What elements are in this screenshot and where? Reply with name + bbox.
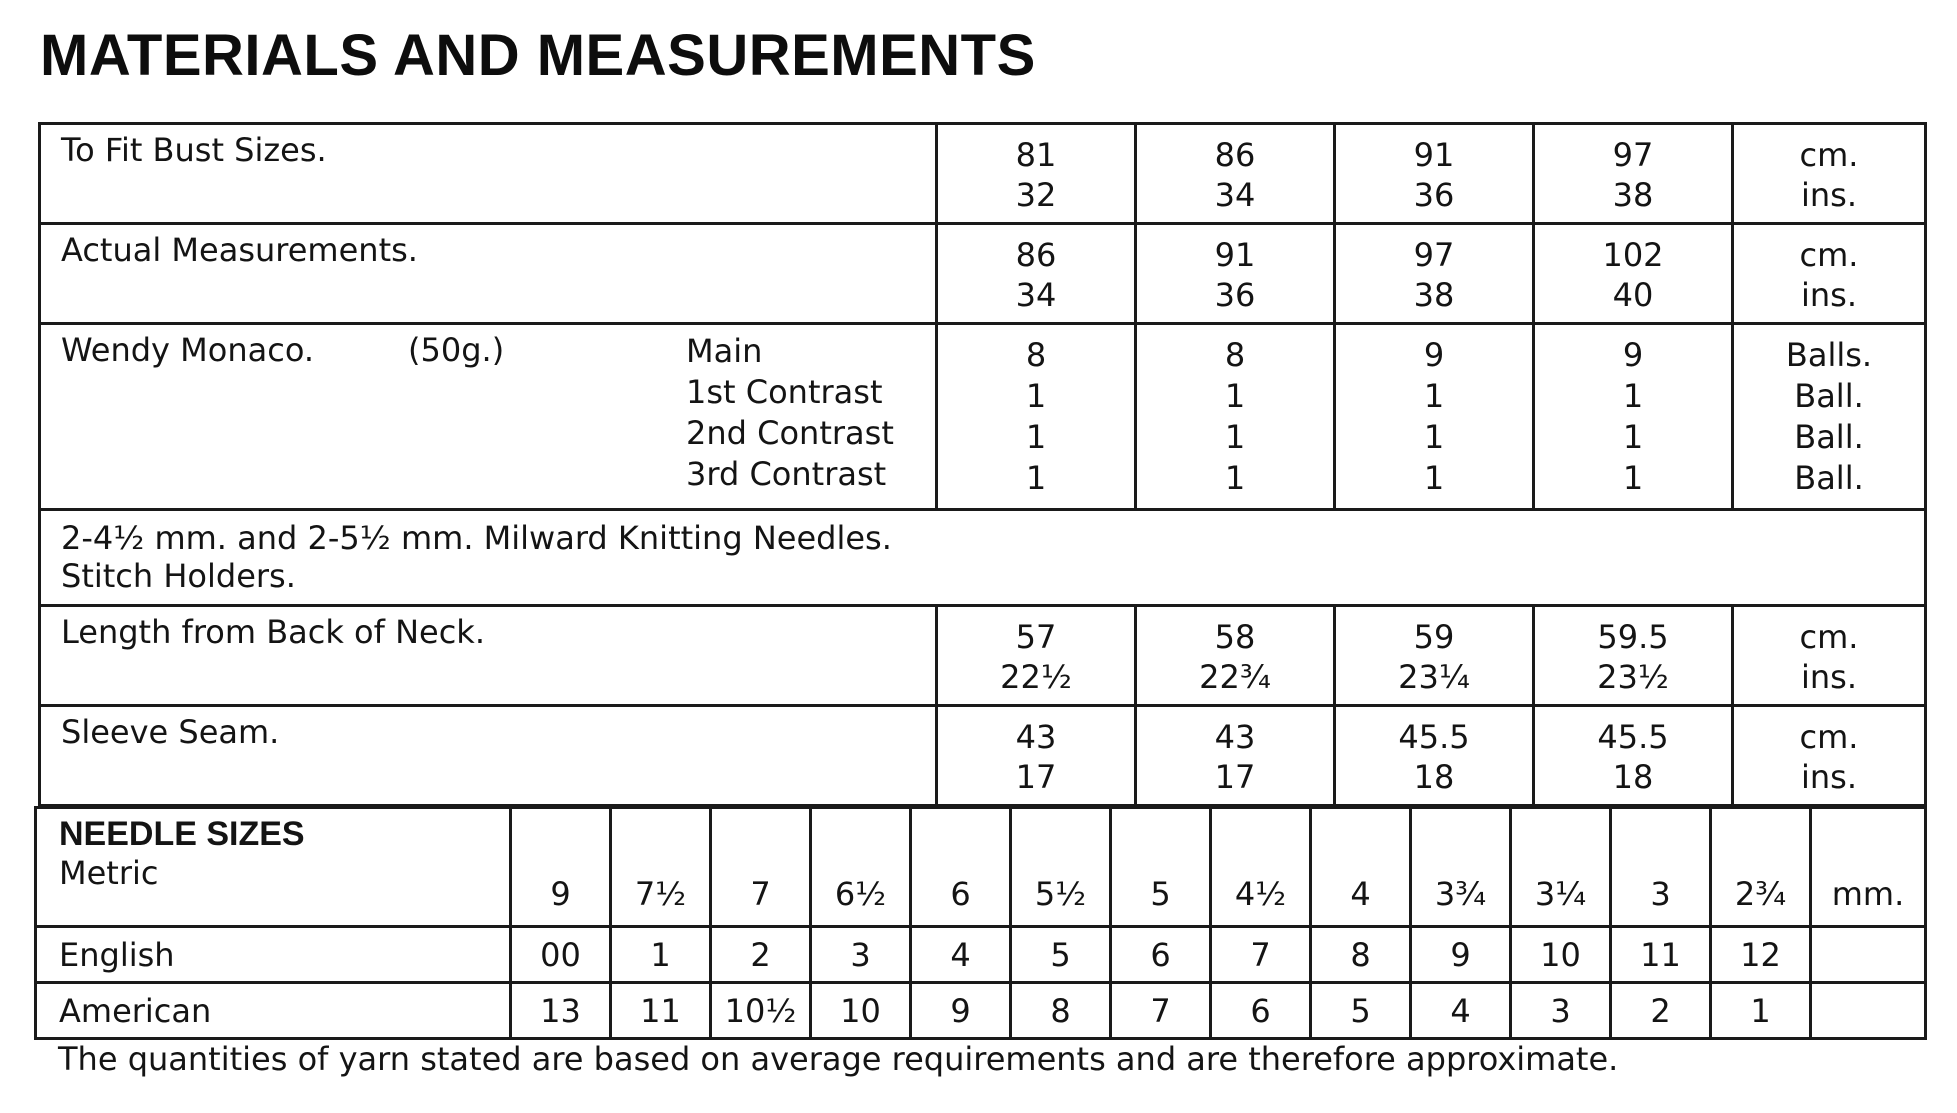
english-size: 7 — [1211, 927, 1311, 983]
bust-size-4 — [1534, 124, 1733, 224]
sleeve-cm: 45.5 — [1597, 718, 1669, 756]
actual-ins: 36 — [1214, 276, 1256, 314]
yarn-qty: 1 — [1224, 418, 1246, 456]
needle-sizes-header — [36, 808, 511, 927]
english-label: English — [36, 927, 511, 983]
metric-size: 3 — [1611, 808, 1711, 927]
metric-unit: mm. — [1811, 808, 1926, 927]
bust-size-2 — [1136, 124, 1335, 224]
actual-label: Actual Measurements. — [40, 224, 937, 324]
yarn-row — [40, 324, 1926, 510]
metric-row — [36, 808, 1926, 927]
yarn-qty: 1 — [1423, 418, 1445, 456]
empty-cell — [1811, 983, 1926, 1039]
length-ins: 23½ — [1597, 658, 1669, 696]
bust-units — [1733, 124, 1926, 224]
length-size-1 — [937, 606, 1136, 706]
bust-cm: 91 — [1413, 136, 1455, 174]
yarn-qty: 1 — [1025, 459, 1047, 497]
metric-size: 3¼ — [1511, 808, 1611, 927]
length-ins: 22½ — [1000, 658, 1072, 696]
sleeve-label: Sleeve Seam. — [40, 706, 937, 806]
sleeve-ins: 17 — [1214, 758, 1256, 796]
yarn-size-4 — [1534, 324, 1733, 510]
american-size: 3 — [1511, 983, 1611, 1039]
english-size: 5 — [1011, 927, 1111, 983]
american-label: American — [36, 983, 511, 1039]
english-size: 11 — [1611, 927, 1711, 983]
american-size: 4 — [1411, 983, 1511, 1039]
sleeve-ins: 18 — [1612, 758, 1654, 796]
bust-ins: 38 — [1612, 176, 1654, 214]
metric-size: 7½ — [611, 808, 711, 927]
bust-ins: 32 — [1015, 176, 1057, 214]
english-size: 9 — [1411, 927, 1511, 983]
sleeve-size-3 — [1335, 706, 1534, 806]
yarn-units — [1733, 324, 1926, 510]
length-cm: 57 — [1015, 618, 1057, 656]
actual-cm: 86 — [1015, 236, 1057, 274]
length-cm: 59 — [1413, 618, 1455, 656]
actual-size-1 — [937, 224, 1136, 324]
american-size: 13 — [511, 983, 611, 1039]
length-size-4 — [1534, 606, 1733, 706]
sleeve-size-4 — [1534, 706, 1733, 806]
actual-units — [1733, 224, 1926, 324]
yarn-qty: 9 — [1622, 336, 1644, 374]
yarn-type: Main — [686, 332, 763, 370]
sleeve-ins: 18 — [1413, 758, 1455, 796]
sleeve-units — [1733, 706, 1926, 806]
yarn-qty: 8 — [1224, 336, 1246, 374]
sleeve-size-1 — [937, 706, 1136, 806]
actual-ins: 34 — [1015, 276, 1057, 314]
yarn-description — [40, 324, 937, 510]
english-size: 4 — [911, 927, 1011, 983]
length-label: Length from Back of Neck. — [40, 606, 937, 706]
american-size: 9 — [911, 983, 1011, 1039]
page-title: MATERIALS AND MEASUREMENTS — [40, 23, 1036, 88]
metric-size: 6 — [911, 808, 1011, 927]
metric-label: Metric — [59, 854, 159, 892]
bust-row — [40, 124, 1926, 224]
unit-ins: ins. — [1800, 276, 1857, 314]
yarn-unit: Ball. — [1794, 418, 1864, 456]
needles-row — [40, 510, 1926, 606]
unit-cm: cm. — [1799, 718, 1859, 756]
yarn-qty: 1 — [1025, 418, 1047, 456]
english-size: 2 — [711, 927, 811, 983]
yarn-qty: 1 — [1224, 459, 1246, 497]
empty-cell — [1811, 927, 1926, 983]
length-ins: 22¾ — [1199, 658, 1271, 696]
bust-ins: 34 — [1214, 176, 1256, 214]
unit-ins: ins. — [1800, 758, 1857, 796]
yarn-unit: Balls. — [1785, 336, 1873, 374]
yarn-unit: Ball. — [1794, 459, 1864, 497]
bust-cm: 86 — [1214, 136, 1256, 174]
yarn-qty: 1 — [1622, 377, 1644, 415]
length-size-3 — [1335, 606, 1534, 706]
metric-size: 6½ — [811, 808, 911, 927]
american-size: 10 — [811, 983, 911, 1039]
american-size: 5 — [1311, 983, 1411, 1039]
american-size: 10½ — [711, 983, 811, 1039]
sleeve-ins: 17 — [1015, 758, 1057, 796]
metric-size: 4½ — [1211, 808, 1311, 927]
american-size: 7 — [1111, 983, 1211, 1039]
actual-ins: 38 — [1413, 276, 1455, 314]
unit-cm: cm. — [1799, 236, 1859, 274]
english-size: 00 — [511, 927, 611, 983]
unit-cm: cm. — [1799, 618, 1859, 656]
yarn-qty: 1 — [1622, 418, 1644, 456]
english-size: 1 — [611, 927, 711, 983]
yarn-qty: 9 — [1423, 336, 1445, 374]
length-size-2 — [1136, 606, 1335, 706]
length-units — [1733, 606, 1926, 706]
yarn-types — [686, 331, 894, 495]
metric-size: 5 — [1111, 808, 1211, 927]
english-size: 12 — [1711, 927, 1811, 983]
needles-notes — [40, 510, 1926, 606]
actual-row — [40, 224, 1926, 324]
yarn-qty: 1 — [1423, 377, 1445, 415]
length-row — [40, 606, 1926, 706]
metric-size: 4 — [1311, 808, 1411, 927]
english-row — [36, 927, 1926, 983]
yarn-size-2 — [1136, 324, 1335, 510]
needle-sizes-title: NEEDLE SIZES — [59, 815, 305, 853]
actual-cm: 97 — [1413, 236, 1455, 274]
american-size: 8 — [1011, 983, 1111, 1039]
yarn-type: 1st Contrast — [686, 373, 883, 411]
english-size: 10 — [1511, 927, 1611, 983]
yarn-size-1 — [937, 324, 1136, 510]
needles-line: 2-4½ mm. and 2-5½ mm. Milward Knitting Needles. — [61, 519, 892, 557]
yarn-qty: 1 — [1224, 377, 1246, 415]
actual-size-2 — [1136, 224, 1335, 324]
american-row — [36, 983, 1926, 1039]
metric-size: 3¾ — [1411, 808, 1511, 927]
sleeve-cm: 45.5 — [1398, 718, 1470, 756]
yarn-qty: 1 — [1025, 377, 1047, 415]
yarn-unit: Ball. — [1794, 377, 1864, 415]
actual-ins: 40 — [1612, 276, 1654, 314]
metric-size: 7 — [711, 808, 811, 927]
american-size: 11 — [611, 983, 711, 1039]
sleeve-cm: 43 — [1214, 718, 1256, 756]
actual-cm: 91 — [1214, 236, 1256, 274]
actual-cm: 102 — [1602, 236, 1664, 274]
english-size: 8 — [1311, 927, 1411, 983]
length-cm: 59.5 — [1597, 618, 1669, 656]
yarn-weight: (50g.) — [408, 331, 505, 369]
english-size: 3 — [811, 927, 911, 983]
actual-size-3 — [1335, 224, 1534, 324]
american-size: 1 — [1711, 983, 1811, 1039]
length-ins: 23¼ — [1398, 658, 1470, 696]
needle-sizes-table — [34, 806, 1927, 1040]
bust-cm: 81 — [1015, 136, 1057, 174]
materials-table — [38, 122, 1927, 807]
unit-cm: cm. — [1799, 136, 1859, 174]
yarn-type: 2nd Contrast — [686, 414, 894, 452]
sleeve-size-2 — [1136, 706, 1335, 806]
yarn-type: 3rd Contrast — [686, 455, 887, 493]
yarn-qty: 1 — [1622, 459, 1644, 497]
english-size: 6 — [1111, 927, 1211, 983]
bust-cm: 97 — [1612, 136, 1654, 174]
unit-ins: ins. — [1800, 658, 1857, 696]
sleeve-cm: 43 — [1015, 718, 1057, 756]
american-size: 6 — [1211, 983, 1311, 1039]
yarn-qty: 1 — [1423, 459, 1445, 497]
length-cm: 58 — [1214, 618, 1256, 656]
bust-label: To Fit Bust Sizes. — [40, 124, 937, 224]
american-size: 2 — [1611, 983, 1711, 1039]
holders-line: Stitch Holders. — [61, 557, 296, 595]
metric-size: 9 — [511, 808, 611, 927]
bust-size-1 — [937, 124, 1136, 224]
yarn-qty: 8 — [1025, 336, 1047, 374]
metric-size: 5½ — [1011, 808, 1111, 927]
footnote: The quantities of yarn stated are based on average requirements and are therefore approximate. — [58, 1040, 1619, 1078]
actual-size-4 — [1534, 224, 1733, 324]
yarn-name: Wendy Monaco. — [61, 331, 315, 369]
unit-ins: ins. — [1800, 176, 1857, 214]
yarn-size-3 — [1335, 324, 1534, 510]
metric-size: 2¾ — [1711, 808, 1811, 927]
bust-ins: 36 — [1413, 176, 1455, 214]
bust-size-3 — [1335, 124, 1534, 224]
sleeve-row — [40, 706, 1926, 806]
